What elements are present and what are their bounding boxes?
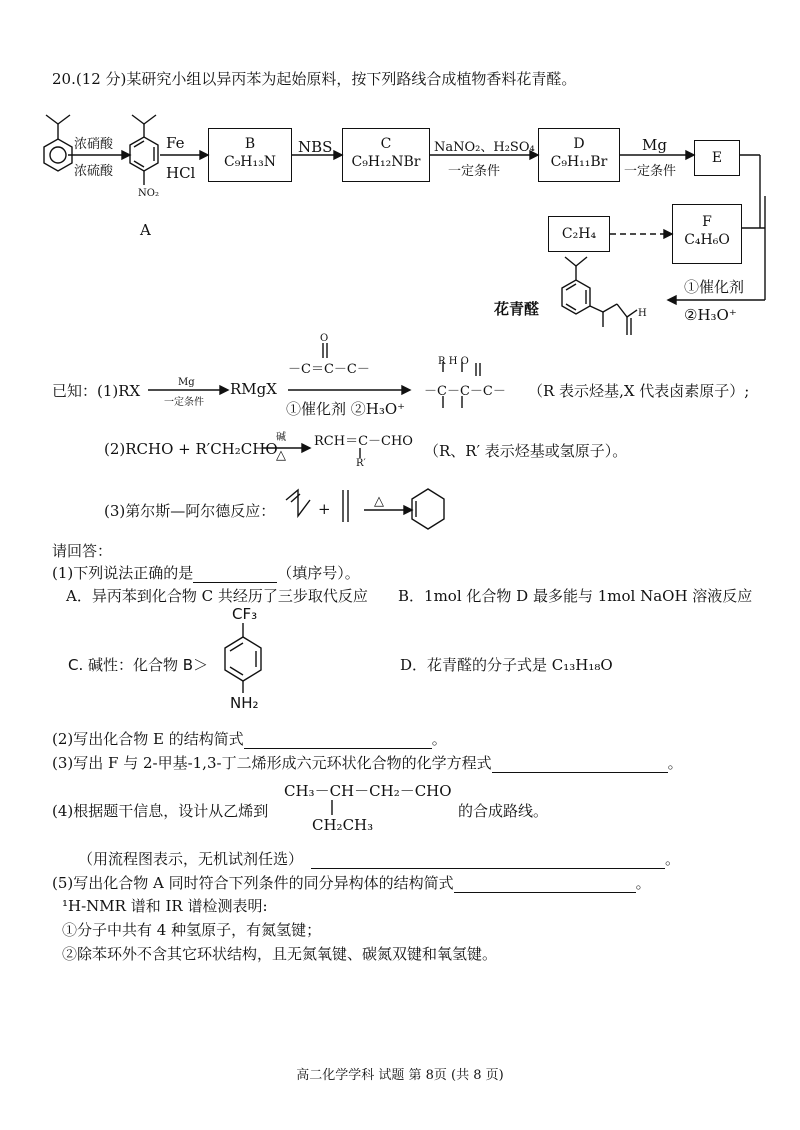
box-D xyxy=(538,128,620,182)
known2-note: （R、R′ 表示烃基或氢原子）。 xyxy=(424,442,628,460)
q3-text: (3)写出 F 与 2-甲基-1,3-丁二烯形成六元环状化合物的化学方程式 xyxy=(52,754,492,772)
B-formula: C₉H₁₃N xyxy=(223,154,276,170)
C-formula: C₉H₁₂NBr xyxy=(351,154,421,170)
known1-condition: 一定条件 xyxy=(164,397,204,408)
box-E xyxy=(694,140,740,176)
known1-rmgx: RMgX xyxy=(230,380,277,398)
box-C xyxy=(342,128,430,182)
q4-text: (4)根据题干信息，设计从乙烯到 xyxy=(52,802,269,820)
q2 xyxy=(52,728,447,749)
D-formula: C₉H₁₁Br xyxy=(550,154,608,170)
q5-condition-1: ①分子中共有 4 种氢原子，有氮氢键； xyxy=(62,921,322,939)
known2-base: 碱 xyxy=(276,432,286,443)
known3-plus: + xyxy=(318,500,331,518)
C-name: C xyxy=(380,136,392,152)
option-C: C. 碱性：化合物 B＞ xyxy=(68,656,209,674)
known1-fragment: －C＝C－C－ xyxy=(288,362,370,377)
known1-product: －C－C－C－ xyxy=(424,384,506,399)
q2-end: 。 xyxy=(431,730,447,748)
E-name: E xyxy=(711,150,723,166)
reagent-hcl: HCl xyxy=(166,164,196,182)
known1-conditions: ①催化剂 ②H₃O⁺ xyxy=(286,400,406,418)
q3 xyxy=(52,752,683,773)
B-name: B xyxy=(244,136,256,152)
reagent5-condition: 一定条件 xyxy=(624,164,677,179)
cumene-structure xyxy=(44,115,72,171)
known2-product: RCH＝C－CHO xyxy=(314,434,413,449)
q1-text: (1)下列说法正确的是 xyxy=(52,564,194,582)
q4-end: 。 xyxy=(665,850,681,868)
q4-structure-branch: CH₂CH₃ xyxy=(312,816,374,834)
product-structure xyxy=(562,257,637,335)
q1 xyxy=(52,562,360,583)
q3-end: 。 xyxy=(667,754,683,772)
known-label: 已知： xyxy=(52,382,98,400)
known1-product-top: R H O xyxy=(438,356,469,367)
product-name: 花青醛 xyxy=(494,300,540,318)
F-name: F xyxy=(702,214,712,230)
condition-h3o: ②H₃O⁺ xyxy=(684,306,737,324)
option-C-cf3: CF₃ xyxy=(232,605,258,623)
q4-route xyxy=(78,848,680,869)
known1-rx: (1)RX xyxy=(97,382,141,400)
known2-reactants: (2)RCHO + R′CH₂CHO xyxy=(104,440,278,458)
q5-text: (5)写出化合物 A 同时符合下列条件的同分异构体的结构简式 xyxy=(52,874,454,892)
option-B: B．1mol 化合物 D 最多能与 1mol NaOH 溶液反应 xyxy=(398,587,753,605)
q4-answer-blank[interactable] xyxy=(311,854,665,869)
q5-condition-2: ②除苯环外不含其它环状结构，且无氮氧键、碳氮双键和氧氢键。 xyxy=(62,945,498,963)
box-B xyxy=(208,128,292,182)
known1-mg: Mg xyxy=(178,377,195,388)
known3-label: (3)第尔斯—阿尔德反应： xyxy=(104,502,276,520)
option-A: A．异丙苯到化合物 C 共经历了三步取代反应 xyxy=(66,587,368,605)
condition-catalyst: ①催化剂 xyxy=(684,278,745,296)
q1-fill-hint: （填序号）。 xyxy=(277,564,360,582)
reagent-fe: Fe xyxy=(166,134,185,152)
option-D: D．花青醛的分子式是 C₁₃H₁₈O xyxy=(400,656,613,674)
question-text: 某研究小组以异丙苯为起始原料，按下列路线合成植物香料花青醛。 xyxy=(126,70,577,88)
reagent-mg: Mg xyxy=(642,136,667,154)
option-C-nh2: NH₂ xyxy=(230,694,259,712)
q5-condition-head: ¹H-NMR 谱和 IR 谱检测表明: xyxy=(62,897,268,915)
known2-heat: △ xyxy=(276,448,286,463)
reagent-nbs: NBS xyxy=(298,138,333,156)
q4-hint: （用流程图表示，无机试剂任选） xyxy=(78,850,304,868)
q4-text-end: 的合成路线。 xyxy=(458,802,549,820)
known2-rprime: R′ xyxy=(356,458,366,469)
aldehyde-h-label: H xyxy=(638,308,647,319)
D-name: D xyxy=(573,136,585,152)
q5-end: 。 xyxy=(635,874,651,892)
compound-A-structure xyxy=(130,115,158,185)
question-stem xyxy=(52,68,576,89)
question-number: 20.(12 分) xyxy=(52,70,127,88)
known1-frag-o: O xyxy=(320,333,329,344)
q2-text: (2)写出化合物 E 的结构简式 xyxy=(52,730,244,748)
q4-structure-main: CH₃－CH－CH₂－CHO xyxy=(284,782,452,800)
known3-heat: △ xyxy=(374,494,384,509)
q2-answer-blank[interactable] xyxy=(244,734,432,749)
known-intro xyxy=(52,380,140,401)
box-C2H4 xyxy=(548,216,610,252)
q3-answer-blank[interactable] xyxy=(492,758,668,773)
box-F xyxy=(672,204,742,264)
q1-answer-blank[interactable] xyxy=(193,568,277,583)
ask-label: 请回答： xyxy=(52,542,113,560)
q5 xyxy=(52,872,651,893)
known1-note: （R 表示烃基,X 代表卤素原子）; xyxy=(528,382,750,400)
cf3-aniline-structure xyxy=(225,623,261,693)
reagent4-condition: 一定条件 xyxy=(448,164,501,179)
page-footer: 高二化学学科 试题 第 8页 (共 8 页) xyxy=(296,1068,504,1083)
reagent-sulfuric: 浓硫酸 xyxy=(74,164,114,179)
no2-label: NO₂ xyxy=(138,188,159,199)
q5-answer-blank[interactable] xyxy=(454,878,636,893)
F-formula: C₄H₆O xyxy=(684,232,730,248)
label-A: A xyxy=(140,221,151,239)
reagent-nano2: NaNO₂、H₂SO₄ xyxy=(434,140,535,155)
C2H4-formula: C₂H₄ xyxy=(561,226,597,242)
reagent-nitric: 浓硝酸 xyxy=(74,137,114,152)
